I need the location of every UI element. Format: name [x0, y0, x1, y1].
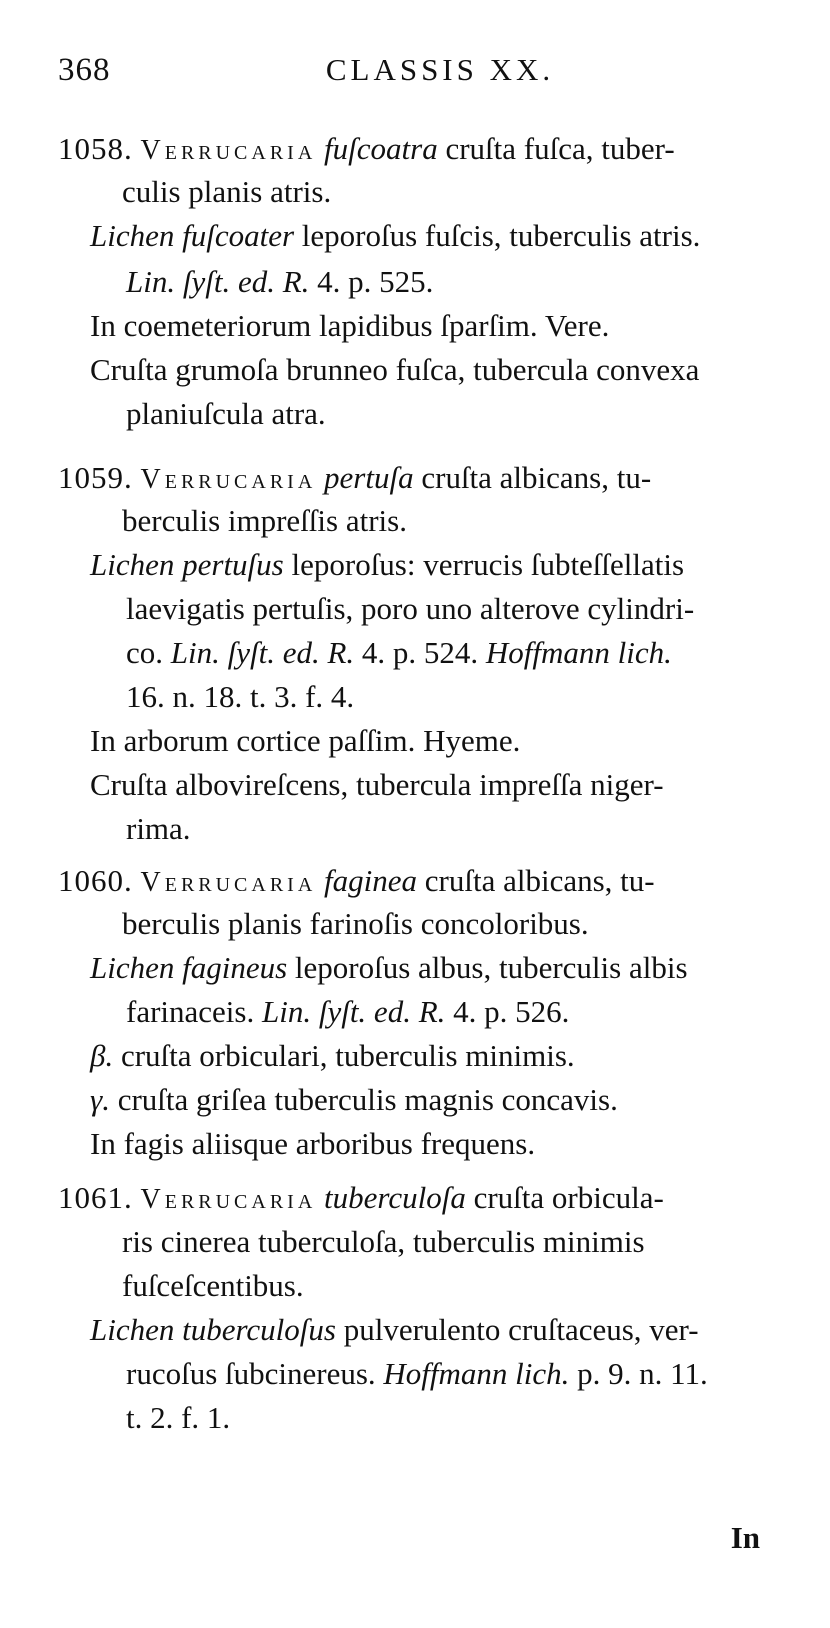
entry-heading — [58, 861, 655, 903]
diagnosis-text: cruſta albicans, tu- — [421, 460, 652, 495]
entry-number: 1058. — [58, 131, 133, 166]
synonym-name: Lichen fuſcoater — [90, 218, 295, 253]
habitat-line: In fagis aliisque arboribus frequens. — [90, 1126, 536, 1161]
description-line: rima. — [126, 811, 191, 846]
diagnosis-text: berculis impreſſis atris. — [122, 503, 407, 538]
genus-name: Verrucaria — [140, 1184, 317, 1215]
species-name: faginea — [324, 863, 418, 898]
diagnosis-text: cruſta orbicula- — [473, 1180, 664, 1215]
variety-marker: γ. — [90, 1082, 110, 1117]
diagnosis-text: culis planis atris. — [122, 174, 332, 209]
reference-line: Lin. ſyſt. ed. R. 4. p. 525. — [126, 264, 434, 299]
habitat-line: In coemeteriorum lapidibus ſparſim. Vere. — [90, 308, 610, 343]
entry-number: 1060. — [58, 863, 133, 898]
reference-line: rucoſus ſubcinereus. Hoffmann lich. p. 9. n. 11. — [126, 1356, 708, 1391]
synonym-line: Lichen fuſcoater leporoſus fuſcis, tuberculis atris. — [90, 218, 701, 253]
synonym-name: Lichen fagineus — [90, 950, 288, 985]
catchword: In — [730, 1520, 760, 1555]
reference-line: t. 2. f. 1. — [126, 1400, 231, 1435]
genus-name: Verrucaria — [140, 135, 317, 166]
entry-heading — [58, 458, 651, 500]
habitat-line: In arborum cortice paſſim. Hyeme. — [90, 723, 521, 758]
genus-name: Verrucaria — [140, 867, 317, 898]
entry-heading — [58, 1178, 664, 1220]
synonym-line: Lichen tuberculoſus pulverulento cruſtaceus, ver- — [90, 1312, 699, 1347]
variety-line: β. cruſta orbiculari, tuberculis minimis. — [90, 1038, 575, 1073]
synonym-name: Lichen tuberculoſus — [90, 1312, 336, 1347]
entry-number: 1059. — [58, 460, 133, 495]
reference-line: farinaceis. Lin. ſyſt. ed. R. 4. p. 526. — [126, 994, 570, 1029]
genus-name: Verrucaria — [140, 464, 317, 495]
description-line: planiuſcula atra. — [126, 396, 326, 431]
description-line: Cruſta grumoſa brunneo fuſca, tubercula convexa — [90, 352, 700, 387]
diagnosis-text: berculis planis farinoſis concoloribus. — [122, 906, 589, 941]
reference-line: co. Lin. ſyſt. ed. R. 4. p. 524. Hoffmann lich. — [126, 635, 672, 670]
diagnosis-text: cruſta albicans, tu- — [424, 863, 655, 898]
page-title: CLASSIS XX. — [325, 52, 555, 87]
synonym-line: laevigatis pertuſis, poro uno alterove cylindri- — [126, 591, 695, 626]
description-line: Cruſta albovireſcens, tubercula impreſſa niger- — [90, 767, 664, 802]
diagnosis-text: cruſta fuſca, tuber- — [445, 131, 675, 166]
diagnosis-text: ris cinerea tuberculoſa, tuberculis minimis — [122, 1224, 645, 1259]
synonym-name: Lichen pertuſus — [90, 547, 284, 582]
species-name: fuſcoatra — [324, 131, 438, 166]
synonym-line: Lichen pertuſus leporoſus: verrucis ſubteſſellatis — [90, 547, 685, 582]
species-name: tuberculoſa — [324, 1180, 466, 1215]
variety-line: γ. cruſta griſea tuberculis magnis concavis. — [90, 1082, 618, 1117]
running-header — [0, 52, 830, 102]
reference-line: 16. n. 18. t. 3. f. 4. — [126, 679, 355, 714]
entry-heading — [58, 129, 675, 171]
variety-marker: β. — [90, 1038, 114, 1073]
diagnosis-text: fuſceſcentibus. — [122, 1268, 304, 1303]
species-name: pertuſa — [324, 460, 414, 495]
page-number: 368 — [58, 52, 111, 88]
synonym-line: Lichen fagineus leporoſus albus, tuberculis albis — [90, 950, 688, 985]
entry-number: 1061. — [58, 1180, 133, 1215]
